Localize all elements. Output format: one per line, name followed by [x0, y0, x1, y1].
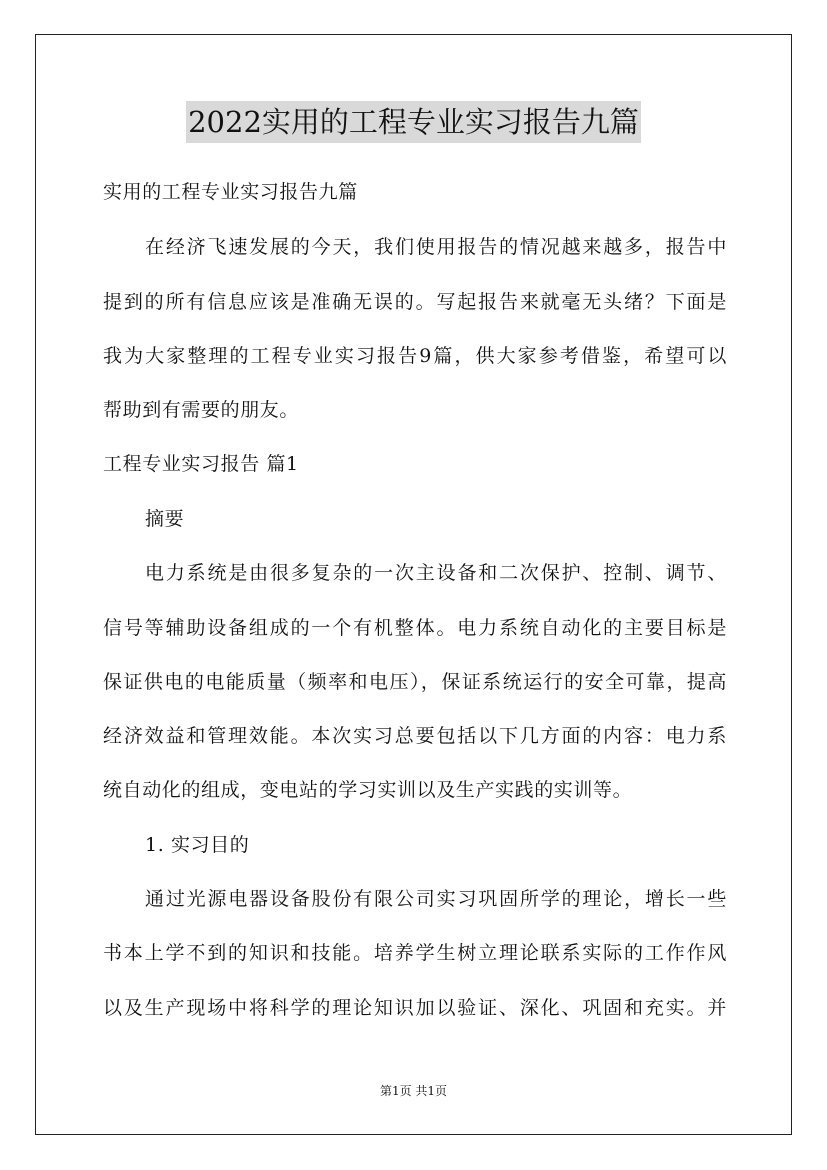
- numbered-heading: 1. 实习目的: [145, 834, 250, 856]
- paragraph-line: 电力系统是由很多复杂的一次主设备和二次保护、控制、调节、: [145, 562, 727, 584]
- subtitle-line: 实用的工程专业实习报告九篇: [103, 181, 358, 203]
- paragraph-line: 提到的所有信息应该是准确无误的。写起报告来就毫无头绪？下面是: [103, 291, 727, 313]
- paragraph-line: 保证供电的电能质量（频率和电压），保证系统运行的安全可靠，提高: [103, 671, 727, 693]
- title-container: [0, 101, 827, 143]
- paragraph-line: 帮助到有需要的朋友。: [103, 399, 300, 421]
- paragraph-line: 书本上学不到的知识和技能。培养学生树立理论联系实际的工作作风: [103, 942, 727, 964]
- section-heading: 工程专业实习报告 篇1: [103, 453, 299, 475]
- document-title: 2022实用的工程专业实习报告九篇: [186, 101, 641, 143]
- paragraph-line: 以及生产现场中将科学的理论知识加以验证、深化、巩固和充实。并: [103, 997, 727, 1019]
- paragraph-line: 通过光源电器设备股份有限公司实习巩固所学的理论，增长一些: [145, 888, 727, 910]
- paragraph-line: 统自动化的组成，变电站的学习实训以及生产实践的实训等。: [103, 779, 633, 801]
- paragraph-line: 信号等辅助设备组成的一个有机整体。电力系统自动化的主要目标是: [103, 617, 727, 639]
- abstract-heading: 摘要: [145, 508, 185, 530]
- page-footer: 第1页 共1页: [379, 1084, 448, 1098]
- paragraph-line: 我为大家整理的工程专业实习报告9篇，供大家参考借鉴，希望可以: [103, 345, 727, 367]
- paragraph-line: 在经济飞速发展的今天，我们使用报告的情况越来越多，报告中: [145, 236, 727, 258]
- paragraph-line: 经济效益和管理效能。本次实习总要包括以下几方面的内容：电力系: [103, 725, 727, 747]
